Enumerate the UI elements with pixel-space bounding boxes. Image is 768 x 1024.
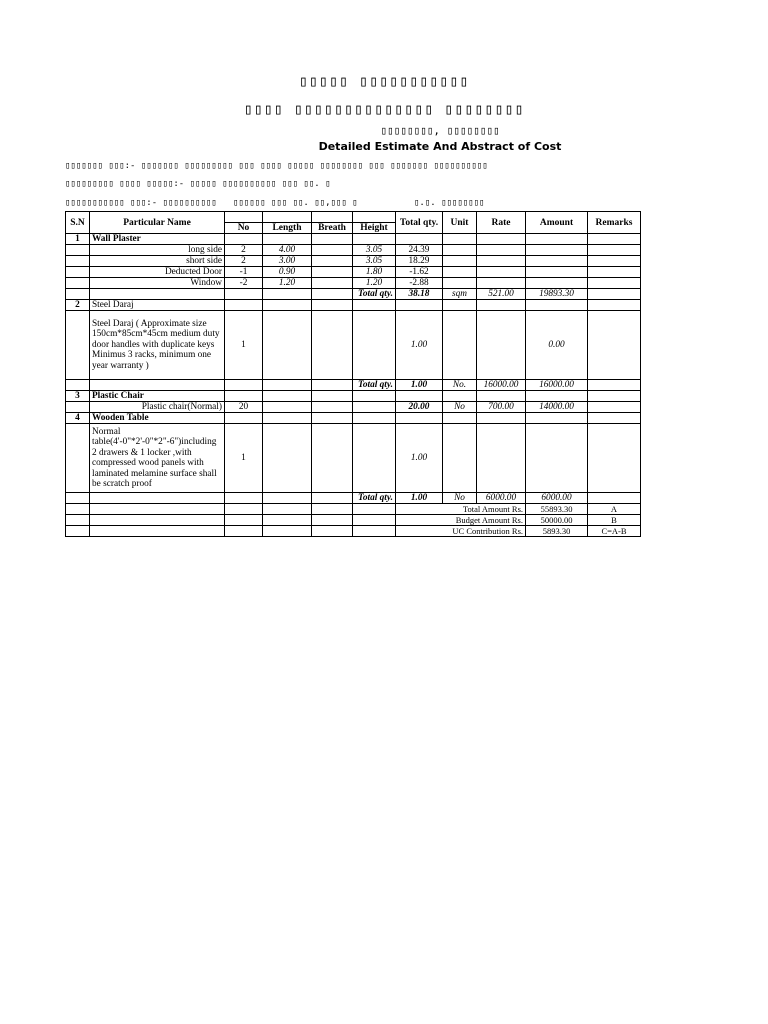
empty-cell [312,380,353,391]
budget-info-text: ▯▯▯▯▯▯▯▯▯▯▯ ▯▯▯:- ▯▯▯▯▯▯▯▯▯▯ ▯▯▯▯▯▯ ▯▯▯ ▯▯. ▯▯,▯▯▯ ▯ [65,198,358,208]
amount-cell: 14000.00 [526,402,588,413]
empty-cell [443,245,477,256]
organization-title: ▯▯▯▯ ▯▯▯▯▯▯▯▯▯▯▯▯▯▯ ▯▯▯▯▯▯▯▯ [243,100,525,118]
unit-cell: No [443,493,477,504]
no-header-top [225,212,263,223]
item-heading-row [66,234,641,245]
amount-cell: 6000.00 [526,493,588,504]
empty-cell [312,234,353,245]
item-name-cell: Wooden Table [90,413,225,424]
empty-cell [526,245,588,256]
height-header: Height [353,223,396,234]
empty-cell [526,267,588,278]
empty-cell [477,424,526,493]
empty-cell [263,526,312,537]
empty-cell [477,311,526,380]
empty-cell [588,402,641,413]
empty-cell [443,424,477,493]
total-cell: 18.29 [396,256,443,267]
empty-cell [225,413,263,424]
empty-cell [353,526,396,537]
empty-cell [66,245,90,256]
no-header: No [225,223,263,234]
empty-cell [477,234,526,245]
empty-cell [66,278,90,289]
budget-info-line [65,198,485,208]
estimate-table [65,211,641,537]
empty-cell [225,504,263,515]
project-name-line: ▯▯▯▯▯▯▯ ▯▯▯:- ▯▯▯▯▯▯▯ ▯▯▯▯▯▯▯▯▯ ▯▯▯ ▯▯▯▯ ▯▯▯▯▯ ▯▯▯▯▯▯▯▯ ▯▯▯ ▯▯▯▯▯▯▯ ▯▯▯▯▯▯▯▯▯▯ [65,161,488,171]
breath-cell [312,267,353,278]
empty-cell [263,402,312,413]
empty-cell [588,424,641,493]
empty-cell [263,424,312,493]
empty-cell [312,311,353,380]
empty-cell [66,504,90,515]
empty-cell [353,515,396,526]
empty-cell [225,515,263,526]
empty-cell [312,526,353,537]
total-qty: 1.00 [396,493,443,504]
empty-cell [526,391,588,402]
fiscal-year-text: ▯.▯. ▯▯▯▯▯▯▯▯ [414,198,485,208]
empty-cell [526,300,588,311]
height-cell: 3.05 [353,256,396,267]
empty-cell [90,493,225,504]
empty-cell [443,267,477,278]
sn-header: S.N [66,212,90,234]
total-cell: -2.88 [396,278,443,289]
empty-cell [443,234,477,245]
length-header-top [263,212,312,223]
empty-cell [443,311,477,380]
empty-cell [443,300,477,311]
total-row [66,289,641,300]
row-label: long side [90,245,225,256]
empty-cell [353,413,396,424]
rate-cell: 6000.00 [477,493,526,504]
description-row [66,311,641,380]
total-label: Total qty. [353,289,396,300]
total-cell: -1.62 [396,267,443,278]
empty-cell [90,380,225,391]
empty-cell [263,413,312,424]
summary-amount: 5893.30 [526,526,588,537]
empty-cell [526,424,588,493]
breath-header-top [312,212,353,223]
empty-cell [312,391,353,402]
empty-cell [477,391,526,402]
no-cell: -1 [225,267,263,278]
height-cell: 1.20 [353,278,396,289]
empty-cell [312,424,353,493]
empty-cell [477,267,526,278]
empty-cell [588,493,641,504]
total-label: Total qty. [353,380,396,391]
height-cell: 1.80 [353,267,396,278]
empty-cell [225,234,263,245]
summary-remark: A [588,504,641,515]
description-row [66,424,641,493]
empty-cell [66,311,90,380]
location-info-line: ▯▯▯▯▯▯▯▯▯ ▯▯▯▯ ▯▯▯▯▯:- ▯▯▯▯▯ ▯▯▯▯▯▯▯▯▯▯ ▯▯▯ ▯▯. ▯ [65,179,331,189]
summary-row-total [66,504,641,515]
remarks-header: Remarks [588,212,641,234]
amount-header: Amount [526,212,588,234]
summary-label: UC Contribution Rs. [396,526,526,537]
row-label: Plastic chair(Normal) [90,402,225,413]
breath-header: Breath [312,223,353,234]
summary-row-contribution [66,526,641,537]
empty-cell [588,413,641,424]
item-description: Normal table(4'-0"*2'-0"*2"-6")including 2 drawers & 1 locker ,with compressed wood panels with laminated melamine surface shall be scratch proof [90,424,225,493]
location-line: ▯▯▯▯▯▯▯▯, ▯▯▯▯▯▯▯▯ [380,124,500,137]
empty-cell [90,526,225,537]
empty-cell [312,515,353,526]
table-row [66,245,641,256]
empty-cell [588,278,641,289]
empty-cell [312,300,353,311]
empty-cell [443,278,477,289]
item-name-cell: Wall Plaster [90,234,225,245]
empty-cell [66,256,90,267]
no-cell: 2 [225,256,263,267]
empty-cell [66,493,90,504]
empty-cell [225,526,263,537]
empty-cell [66,515,90,526]
sn-cell: 3 [66,391,90,402]
total-header: Total qty. [396,212,443,234]
sn-cell: 1 [66,234,90,245]
summary-label: Budget Amount Rs. [396,515,526,526]
empty-cell [263,493,312,504]
rate-header: Rate [477,212,526,234]
empty-cell [66,267,90,278]
unit-cell: sqm [443,289,477,300]
empty-cell [263,311,312,380]
empty-cell [66,424,90,493]
empty-cell [263,289,312,300]
item-description: Steel Daraj ( Approximate size 150cm*85cm*45cm medium duty door handles with duplicate keys Minimus 3 racks, minimum one year warranty ) [90,311,225,380]
breath-cell [312,278,353,289]
empty-cell [588,245,641,256]
row-label: Deducted Door [90,267,225,278]
rate-cell: 521.00 [477,289,526,300]
breath-cell [312,245,353,256]
empty-cell [353,402,396,413]
length-cell: 1.20 [263,278,312,289]
table-row [66,278,641,289]
empty-cell [312,493,353,504]
empty-cell [526,234,588,245]
empty-cell [477,256,526,267]
amount-cell: 16000.00 [526,380,588,391]
empty-cell [225,380,263,391]
empty-cell [396,413,443,424]
empty-cell [263,515,312,526]
empty-cell [353,311,396,380]
empty-cell [90,504,225,515]
qty-cell: 1.00 [396,424,443,493]
summary-label: Total Amount Rs. [396,504,526,515]
amount-cell: 19893.30 [526,289,588,300]
empty-cell [443,256,477,267]
rate-cell: 16000.00 [477,380,526,391]
empty-cell [588,234,641,245]
empty-cell [353,391,396,402]
empty-cell [396,300,443,311]
length-cell: 3.00 [263,256,312,267]
no-cell: 2 [225,245,263,256]
particular-header: Particular Name [90,212,225,234]
no-cell: -2 [225,278,263,289]
empty-cell [588,391,641,402]
summary-row-budget [66,515,641,526]
empty-cell [396,234,443,245]
height-header-top [353,212,396,223]
empty-cell [588,380,641,391]
item-heading-row [66,300,641,311]
office-title: ▯▯▯▯▯ ▯▯▯▯▯▯▯▯▯▯▯ [298,72,470,90]
summary-remark: B [588,515,641,526]
table-row [66,402,641,413]
summary-remark: C=A-B [588,526,641,537]
empty-cell [66,402,90,413]
empty-cell [526,413,588,424]
empty-cell [225,300,263,311]
item-name-cell: Plastic Chair [90,391,225,402]
item-heading-row [66,391,641,402]
empty-cell [263,234,312,245]
empty-cell [526,278,588,289]
empty-cell [443,391,477,402]
empty-cell [396,391,443,402]
total-label: Total qty. [353,493,396,504]
empty-cell [90,289,225,300]
height-cell: 3.05 [353,245,396,256]
item-heading-row [66,413,641,424]
sn-cell: 2 [66,300,90,311]
summary-amount: 50000.00 [526,515,588,526]
total-qty: 1.00 [396,380,443,391]
empty-cell [353,300,396,311]
empty-cell [353,234,396,245]
rate-cell: 700.00 [477,402,526,413]
length-cell: 0.90 [263,267,312,278]
empty-cell [477,413,526,424]
empty-cell [588,311,641,380]
unit-header: Unit [443,212,477,234]
amount-cell: 0.00 [526,311,588,380]
document-title: Detailed Estimate And Abstract of Cost [318,140,562,153]
no-cell: 1 [225,424,263,493]
empty-cell [66,289,90,300]
empty-cell [225,289,263,300]
item-name-cell: Steel Daraj [90,300,225,311]
row-label: Window [90,278,225,289]
empty-cell [225,391,263,402]
empty-cell [588,289,641,300]
empty-cell [477,245,526,256]
length-cell: 4.00 [263,245,312,256]
no-cell: 20 [225,402,263,413]
empty-cell [312,413,353,424]
empty-cell [526,256,588,267]
empty-cell [263,380,312,391]
unit-cell: No. [443,380,477,391]
empty-cell [312,289,353,300]
empty-cell [263,504,312,515]
breath-cell [312,256,353,267]
empty-cell [477,278,526,289]
length-header: Length [263,223,312,234]
sn-cell: 4 [66,413,90,424]
no-cell: 1 [225,311,263,380]
summary-amount: 55893.30 [526,504,588,515]
header-row [66,212,641,223]
total-cell: 24.39 [396,245,443,256]
table-row [66,267,641,278]
total-row [66,493,641,504]
empty-cell [263,300,312,311]
unit-cell: No [443,402,477,413]
empty-cell [66,526,90,537]
empty-cell [66,380,90,391]
empty-cell [263,391,312,402]
empty-cell [225,493,263,504]
table-row [66,256,641,267]
total-qty: 20.00 [396,402,443,413]
empty-cell [353,504,396,515]
empty-cell [588,256,641,267]
empty-cell [312,402,353,413]
empty-cell [90,515,225,526]
empty-cell [588,300,641,311]
empty-cell [312,504,353,515]
total-row [66,380,641,391]
empty-cell [443,413,477,424]
total-qty: 38.18 [396,289,443,300]
empty-cell [588,267,641,278]
empty-cell [353,424,396,493]
empty-cell [477,300,526,311]
qty-cell: 1.00 [396,311,443,380]
row-label: short side [90,256,225,267]
